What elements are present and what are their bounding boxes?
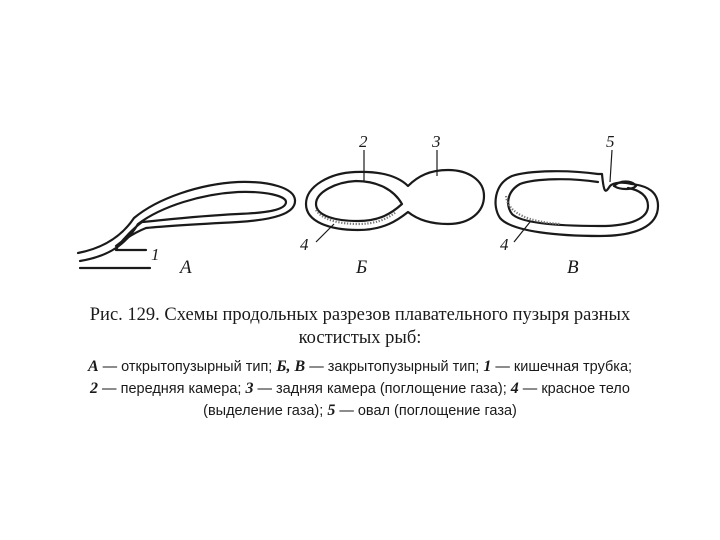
legend-text-1: — кишечная трубка;: [491, 359, 633, 375]
label-2: 2: [359, 132, 368, 151]
legend-text-3: — задняя камера (поглощение газа);: [253, 381, 511, 397]
legend-line-2: [14, 378, 706, 400]
leader-4b: [316, 224, 334, 242]
legend-text-a: — открытопузырный тип;: [98, 359, 277, 375]
legend-text-5: — овал (поглощение газа): [335, 403, 517, 419]
legend-key-bv: Б, В: [276, 358, 306, 375]
leader-4c: [514, 222, 530, 242]
figure-legend: [14, 356, 706, 422]
legend-text-4: — красное тело: [518, 381, 630, 397]
legend-key-4: 4: [510, 380, 519, 397]
caption-line-2: костистых рыб:: [298, 328, 422, 348]
label-5: 5: [606, 132, 615, 151]
diagram-letter-a: А: [180, 257, 192, 278]
legend-key-2: 2: [90, 380, 99, 397]
label-3: 3: [432, 132, 441, 151]
label-4b: 4: [300, 235, 309, 254]
label-1: 1: [151, 245, 160, 264]
diagram-c-closed-bladder: [496, 150, 658, 242]
diagram-letter-b: Б: [356, 257, 368, 278]
diagram-letter-c: В: [567, 257, 579, 278]
legend-text-bv: — закрытопузырный тип;: [305, 359, 484, 375]
legend-text-2: — передняя камера;: [98, 381, 246, 397]
diagram-a-open-bladder: [78, 182, 295, 268]
legend-text-4b: (выделение газа);: [203, 403, 328, 419]
legend-key-5: 5: [327, 402, 336, 419]
bladder-b-inner-wall: [316, 181, 402, 221]
bladder-a-inner-wall: [80, 192, 286, 261]
caption-line-1: Рис. 129. Схемы продольных разрезов плавательного пузыря разных: [89, 305, 631, 325]
legend-key-1: 1: [483, 358, 492, 375]
diagram-b-closed-bladder: [306, 150, 484, 242]
figure-caption: [20, 304, 700, 350]
bladder-c-inner-wall: [508, 179, 648, 226]
label-4c: 4: [500, 235, 509, 254]
legend-key-a: А: [87, 358, 99, 375]
legend-key-3: 3: [245, 380, 254, 397]
leader-5: [610, 150, 612, 182]
legend-line-1: [14, 356, 706, 378]
red-body-c: [506, 196, 560, 224]
legend-line-3: [14, 400, 706, 422]
